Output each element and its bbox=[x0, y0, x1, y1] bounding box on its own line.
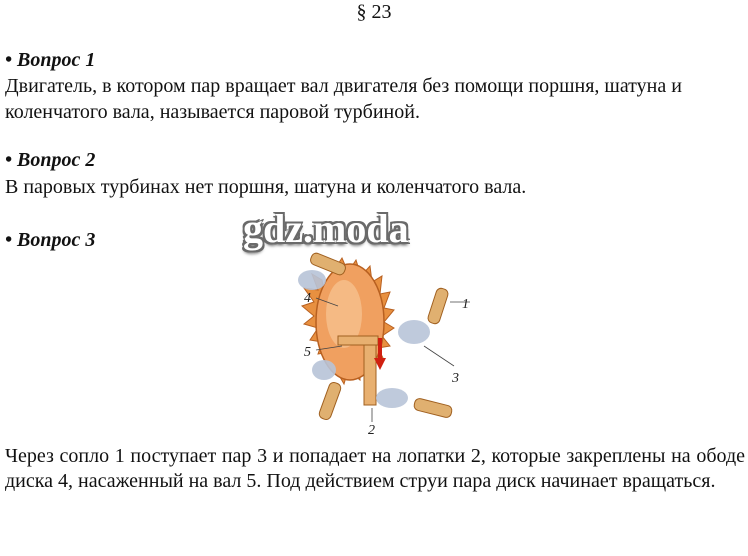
question-1-title: • Вопрос 1 bbox=[5, 49, 96, 71]
label-1: 1 bbox=[462, 297, 469, 312]
question-2-title: • Вопрос 2 bbox=[5, 149, 96, 171]
question-2-answer: В паровых турбинах нет поршня, шатуна и коленчатого вала. bbox=[5, 176, 527, 198]
label-5: 5 bbox=[304, 345, 311, 360]
watermark: gdz.moda bbox=[243, 206, 409, 251]
question-3-answer: Через сопло 1 поступает пар 3 и попадает на лопатки 2, которые закреплены на ободе диска 4, насаженный на вал 5. Под действием струи пара диск начинает вращаться. bbox=[5, 445, 745, 492]
steam-turbine-figure bbox=[264, 250, 484, 435]
label-2: 2 bbox=[368, 423, 375, 435]
question-1-answer: Двигатель, в котором пар вращает вал двигателя без помощи поршня, шатуна и коленчатого вала, называется паровой турбиной. bbox=[5, 75, 682, 123]
section-number: § 23 bbox=[356, 1, 392, 23]
label-4: 4 bbox=[304, 291, 311, 306]
label-3: 3 bbox=[452, 371, 459, 386]
question-3-title: • Вопрос 3 bbox=[5, 229, 96, 251]
